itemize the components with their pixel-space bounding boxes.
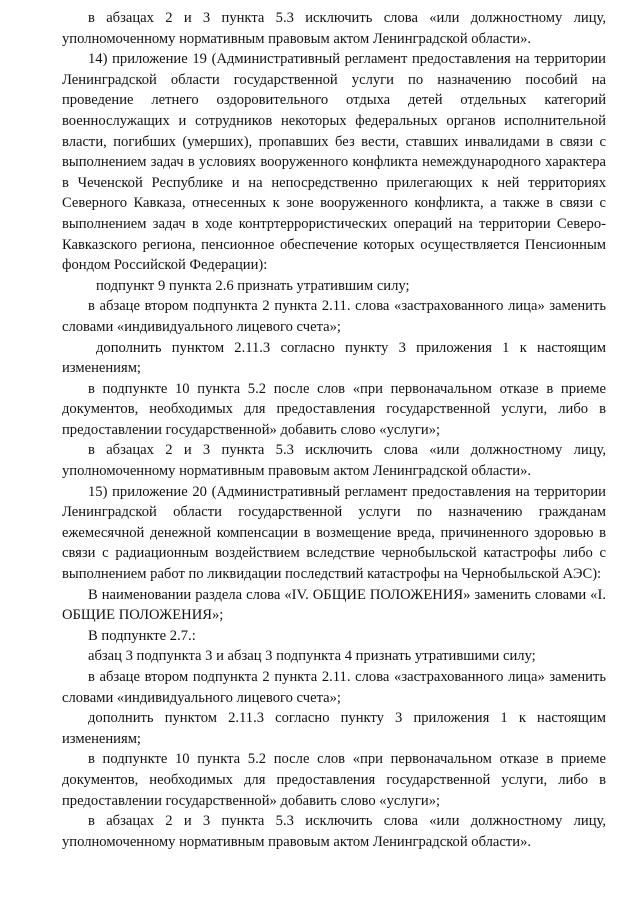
paragraph-12: в абзаце втором подпункта 2 пункта 2.11. слова «застрахованного лица» заменить словами «индивидуального лицевого счета»; [62, 669, 606, 706]
paragraph-13: дополнить пунктом 2.11.3 согласно пункту 3 приложения 1 к настоящим изменениям; [62, 710, 606, 747]
paragraph-14: в подпункте 10 пункта 5.2 после слов «при первоначальном отказе в приеме документов, необходимых для предоставления государственной услуги, либо в предоставлении государственной» добавить слово «услуги»; [62, 751, 606, 809]
document-page [62, 8, 606, 852]
paragraph-9: В наименовании раздела слова «IV. ОБЩИЕ ПОЛОЖЕНИЯ» заменить словами «I. ОБЩИЕ ПОЛОЖЕНИЯ»; [62, 586, 606, 624]
paragraph-10: В подпункте 2.7.: [88, 627, 196, 644]
paragraph-7: в абзацах 2 и 3 пункта 5.3 исключить слова «или должностному лицу, уполномоченному нормативным правовым актом Ленинградской области». [62, 442, 606, 480]
paragraph-1: в абзацах 2 и 3 пункта 5.3 исключить слова «или должностному лицу, уполномоченному нормативным правовым актом Ленинградской области». [62, 10, 606, 47]
paragraph-15: в абзацах 2 и 3 пункта 5.3 исключить слова «или должностному лицу, уполномоченному нормативным правовым актом Ленинградской области». [62, 813, 606, 850]
paragraph-6: в подпункте 10 пункта 5.2 после слов «при первоначальном отказе в приеме документов, необходимых для предоставления государственной услуги, либо в предоставлении государственной» добавить слово «услуги»; [62, 380, 606, 438]
paragraph-11: абзац 3 подпункта 3 и абзац 3 подпункта 4 признать утратившими силу; [88, 648, 536, 665]
paragraph-3: подпункт 9 пункта 2.6 признать утратившим силу; [96, 277, 410, 294]
paragraph-5: дополнить пунктом 2.11.3 согласно пункту 3 приложения 1 к настоящим изменениям; [62, 339, 606, 377]
paragraph-4: в абзаце втором подпункта 2 пункта 2.11. слова «застрахованного лица» заменить словами «индивидуального лицевого счета»; [62, 298, 606, 335]
paragraph-item-15: 15) приложение 20 (Административный регламент предоставления на территории Ленинградской области государственной услуги по назначению гражданам ежемесячной денежной компенсации в возмещение вреда, причиненного здоровью в связи с радиационным воздействием вследствие чернобыльской катастрофы либо с выполнением работ по ликвидации последствий катастрофы на Чернобыльской АЭС): [62, 483, 606, 583]
paragraph-item-14: 14) приложение 19 (Административный регламент предоставления на территории Ленинградской области государственной услуги по назначению пособий на проведение летнего оздоровительного отдыха детей отдельных категорий военнослужащих и сотрудников некоторых федеральных органов исполнительной власти, погибших (умерших), пропавших без вести, ставших инвалидами в связи с выполнением задач в условиях вооруженного конфликта немеждународного характера в Чеченской Республике и на непосредственно прилегающих к ней территориях Северного Кавказа, отнесенных к зоне вооруженного конфликта, а также в связи с выполнением задач в ходе контртеррористических операций на территории Северо-Кавказского региона, пенсионное обеспечение которых осуществляется Пенсионным фондом Российской Федерации): [62, 51, 606, 274]
